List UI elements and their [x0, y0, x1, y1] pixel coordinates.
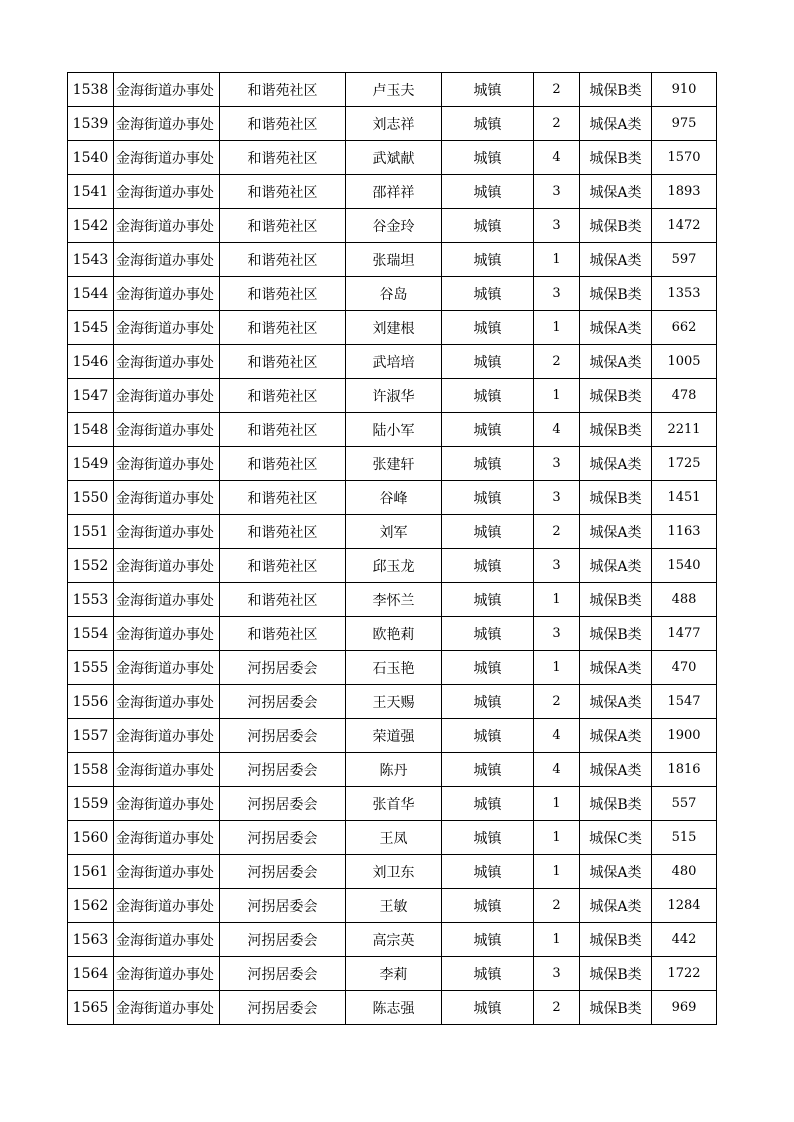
table-row: [68, 855, 717, 889]
community-cell: 和谐苑社区: [220, 345, 346, 379]
table-row: [68, 481, 717, 515]
table-row: [68, 447, 717, 481]
category-cell: 城保B类: [580, 957, 652, 991]
category-cell: 城保B类: [580, 379, 652, 413]
category-cell: 城保B类: [580, 991, 652, 1025]
member-count-cell: 1: [534, 923, 580, 957]
office-cell: 金海街道办事处: [114, 821, 220, 855]
member-count-cell: 1: [534, 243, 580, 277]
household-type-cell: 城镇: [442, 311, 534, 345]
category-cell: 城保A类: [580, 855, 652, 889]
office-cell: 金海街道办事处: [114, 209, 220, 243]
category-cell: 城保B类: [580, 787, 652, 821]
office-cell: 金海街道办事处: [114, 447, 220, 481]
category-cell: 城保A类: [580, 447, 652, 481]
row-number-cell: 1542: [68, 209, 114, 243]
community-cell: 河拐居委会: [220, 719, 346, 753]
household-type-cell: 城镇: [442, 447, 534, 481]
office-cell: 金海街道办事处: [114, 991, 220, 1025]
amount-cell: 442: [652, 923, 717, 957]
table-row: [68, 413, 717, 447]
member-count-cell: 3: [534, 175, 580, 209]
table-row: [68, 753, 717, 787]
community-cell: 河拐居委会: [220, 957, 346, 991]
member-count-cell: 4: [534, 141, 580, 175]
household-type-cell: 城镇: [442, 243, 534, 277]
name-cell: 张建轩: [346, 447, 442, 481]
category-cell: 城保A类: [580, 345, 652, 379]
row-number-cell: 1554: [68, 617, 114, 651]
amount-cell: 910: [652, 73, 717, 107]
member-count-cell: 1: [534, 311, 580, 345]
category-cell: 城保B类: [580, 73, 652, 107]
row-number-cell: 1550: [68, 481, 114, 515]
amount-cell: 597: [652, 243, 717, 277]
amount-cell: 470: [652, 651, 717, 685]
amount-cell: 557: [652, 787, 717, 821]
community-cell: 和谐苑社区: [220, 549, 346, 583]
member-count-cell: 3: [534, 447, 580, 481]
category-cell: 城保A类: [580, 719, 652, 753]
member-count-cell: 2: [534, 515, 580, 549]
name-cell: 武斌献: [346, 141, 442, 175]
amount-cell: 975: [652, 107, 717, 141]
office-cell: 金海街道办事处: [114, 345, 220, 379]
community-cell: 河拐居委会: [220, 855, 346, 889]
community-cell: 河拐居委会: [220, 889, 346, 923]
office-cell: 金海街道办事处: [114, 73, 220, 107]
table-row: [68, 991, 717, 1025]
community-cell: 和谐苑社区: [220, 583, 346, 617]
household-type-cell: 城镇: [442, 345, 534, 379]
household-type-cell: 城镇: [442, 651, 534, 685]
table-row: [68, 549, 717, 583]
amount-cell: 1163: [652, 515, 717, 549]
member-count-cell: 3: [534, 277, 580, 311]
row-number-cell: 1545: [68, 311, 114, 345]
amount-cell: 1722: [652, 957, 717, 991]
office-cell: 金海街道办事处: [114, 175, 220, 209]
row-number-cell: 1561: [68, 855, 114, 889]
category-cell: 城保A类: [580, 243, 652, 277]
community-cell: 河拐居委会: [220, 787, 346, 821]
amount-cell: 1353: [652, 277, 717, 311]
office-cell: 金海街道办事处: [114, 515, 220, 549]
household-type-cell: 城镇: [442, 379, 534, 413]
household-type-cell: 城镇: [442, 277, 534, 311]
table-row: [68, 651, 717, 685]
office-cell: 金海街道办事处: [114, 617, 220, 651]
member-count-cell: 1: [534, 379, 580, 413]
household-type-cell: 城镇: [442, 413, 534, 447]
table-row: [68, 957, 717, 991]
name-cell: 刘志祥: [346, 107, 442, 141]
name-cell: 欧艳莉: [346, 617, 442, 651]
member-count-cell: 2: [534, 991, 580, 1025]
amount-cell: 1547: [652, 685, 717, 719]
amount-cell: 515: [652, 821, 717, 855]
row-number-cell: 1547: [68, 379, 114, 413]
community-cell: 和谐苑社区: [220, 379, 346, 413]
table-row: [68, 685, 717, 719]
name-cell: 李莉: [346, 957, 442, 991]
amount-cell: 662: [652, 311, 717, 345]
table-row: [68, 821, 717, 855]
community-cell: 河拐居委会: [220, 651, 346, 685]
office-cell: 金海街道办事处: [114, 685, 220, 719]
household-type-cell: 城镇: [442, 583, 534, 617]
table-row: [68, 719, 717, 753]
amount-cell: 480: [652, 855, 717, 889]
row-number-cell: 1555: [68, 651, 114, 685]
category-cell: 城保A类: [580, 107, 652, 141]
member-count-cell: 2: [534, 685, 580, 719]
name-cell: 刘建根: [346, 311, 442, 345]
table-row: [68, 787, 717, 821]
name-cell: 许淑华: [346, 379, 442, 413]
community-cell: 和谐苑社区: [220, 481, 346, 515]
row-number-cell: 1543: [68, 243, 114, 277]
amount-cell: 1472: [652, 209, 717, 243]
category-cell: 城保A类: [580, 549, 652, 583]
office-cell: 金海街道办事处: [114, 311, 220, 345]
household-type-cell: 城镇: [442, 515, 534, 549]
table-row: [68, 277, 717, 311]
member-count-cell: 2: [534, 345, 580, 379]
office-cell: 金海街道办事处: [114, 889, 220, 923]
amount-cell: 478: [652, 379, 717, 413]
row-number-cell: 1563: [68, 923, 114, 957]
household-type-cell: 城镇: [442, 889, 534, 923]
table-row: [68, 73, 717, 107]
member-count-cell: 4: [534, 413, 580, 447]
office-cell: 金海街道办事处: [114, 651, 220, 685]
office-cell: 金海街道办事处: [114, 787, 220, 821]
community-cell: 和谐苑社区: [220, 107, 346, 141]
table-row: [68, 175, 717, 209]
amount-cell: 1816: [652, 753, 717, 787]
amount-cell: 1893: [652, 175, 717, 209]
member-count-cell: 4: [534, 719, 580, 753]
row-number-cell: 1553: [68, 583, 114, 617]
member-count-cell: 4: [534, 753, 580, 787]
name-cell: 王敏: [346, 889, 442, 923]
table-row: [68, 107, 717, 141]
table-row: [68, 345, 717, 379]
member-count-cell: 2: [534, 107, 580, 141]
category-cell: 城保A类: [580, 311, 652, 345]
office-cell: 金海街道办事处: [114, 583, 220, 617]
table-body: [68, 73, 717, 1025]
name-cell: 谷岛: [346, 277, 442, 311]
table-row: [68, 243, 717, 277]
category-cell: 城保A类: [580, 515, 652, 549]
member-count-cell: 3: [534, 209, 580, 243]
household-type-cell: 城镇: [442, 685, 534, 719]
name-cell: 陈志强: [346, 991, 442, 1025]
household-type-cell: 城镇: [442, 141, 534, 175]
community-cell: 河拐居委会: [220, 923, 346, 957]
household-type-cell: 城镇: [442, 549, 534, 583]
category-cell: 城保B类: [580, 481, 652, 515]
table-row: [68, 515, 717, 549]
office-cell: 金海街道办事处: [114, 141, 220, 175]
table-row: [68, 379, 717, 413]
row-number-cell: 1546: [68, 345, 114, 379]
row-number-cell: 1548: [68, 413, 114, 447]
member-count-cell: 1: [534, 787, 580, 821]
row-number-cell: 1551: [68, 515, 114, 549]
member-count-cell: 1: [534, 651, 580, 685]
community-cell: 河拐居委会: [220, 991, 346, 1025]
name-cell: 卢玉夫: [346, 73, 442, 107]
amount-cell: 1725: [652, 447, 717, 481]
name-cell: 王天赐: [346, 685, 442, 719]
table-row: [68, 209, 717, 243]
household-type-cell: 城镇: [442, 175, 534, 209]
row-number-cell: 1562: [68, 889, 114, 923]
community-cell: 和谐苑社区: [220, 175, 346, 209]
records-table: [67, 72, 717, 1025]
name-cell: 王凤: [346, 821, 442, 855]
household-type-cell: 城镇: [442, 923, 534, 957]
community-cell: 和谐苑社区: [220, 73, 346, 107]
row-number-cell: 1564: [68, 957, 114, 991]
row-number-cell: 1556: [68, 685, 114, 719]
category-cell: 城保A类: [580, 753, 652, 787]
amount-cell: 1477: [652, 617, 717, 651]
member-count-cell: 2: [534, 889, 580, 923]
category-cell: 城保C类: [580, 821, 652, 855]
household-type-cell: 城镇: [442, 107, 534, 141]
category-cell: 城保A类: [580, 651, 652, 685]
community-cell: 和谐苑社区: [220, 243, 346, 277]
amount-cell: 1570: [652, 141, 717, 175]
row-number-cell: 1538: [68, 73, 114, 107]
household-type-cell: 城镇: [442, 209, 534, 243]
name-cell: 荣道强: [346, 719, 442, 753]
category-cell: 城保B类: [580, 413, 652, 447]
row-number-cell: 1544: [68, 277, 114, 311]
member-count-cell: 1: [534, 821, 580, 855]
community-cell: 和谐苑社区: [220, 447, 346, 481]
member-count-cell: 3: [534, 957, 580, 991]
community-cell: 和谐苑社区: [220, 311, 346, 345]
row-number-cell: 1558: [68, 753, 114, 787]
community-cell: 和谐苑社区: [220, 209, 346, 243]
amount-cell: 1900: [652, 719, 717, 753]
name-cell: 李怀兰: [346, 583, 442, 617]
office-cell: 金海街道办事处: [114, 243, 220, 277]
community-cell: 和谐苑社区: [220, 413, 346, 447]
amount-cell: 969: [652, 991, 717, 1025]
household-type-cell: 城镇: [442, 753, 534, 787]
community-cell: 和谐苑社区: [220, 617, 346, 651]
name-cell: 谷金玲: [346, 209, 442, 243]
name-cell: 张首华: [346, 787, 442, 821]
household-type-cell: 城镇: [442, 821, 534, 855]
category-cell: 城保B类: [580, 617, 652, 651]
office-cell: 金海街道办事处: [114, 379, 220, 413]
amount-cell: 1451: [652, 481, 717, 515]
category-cell: 城保A类: [580, 889, 652, 923]
name-cell: 张瑞坦: [346, 243, 442, 277]
row-number-cell: 1560: [68, 821, 114, 855]
category-cell: 城保B类: [580, 583, 652, 617]
office-cell: 金海街道办事处: [114, 277, 220, 311]
row-number-cell: 1559: [68, 787, 114, 821]
office-cell: 金海街道办事处: [114, 719, 220, 753]
name-cell: 石玉艳: [346, 651, 442, 685]
table-row: [68, 583, 717, 617]
member-count-cell: 3: [534, 481, 580, 515]
household-type-cell: 城镇: [442, 73, 534, 107]
category-cell: 城保B类: [580, 277, 652, 311]
household-type-cell: 城镇: [442, 617, 534, 651]
row-number-cell: 1540: [68, 141, 114, 175]
name-cell: 刘卫东: [346, 855, 442, 889]
row-number-cell: 1565: [68, 991, 114, 1025]
name-cell: 谷峰: [346, 481, 442, 515]
category-cell: 城保A类: [580, 685, 652, 719]
office-cell: 金海街道办事处: [114, 481, 220, 515]
office-cell: 金海街道办事处: [114, 413, 220, 447]
table-row: [68, 141, 717, 175]
office-cell: 金海街道办事处: [114, 107, 220, 141]
name-cell: 高宗英: [346, 923, 442, 957]
office-cell: 金海街道办事处: [114, 957, 220, 991]
table-row: [68, 617, 717, 651]
row-number-cell: 1552: [68, 549, 114, 583]
office-cell: 金海街道办事处: [114, 855, 220, 889]
name-cell: 陈丹: [346, 753, 442, 787]
category-cell: 城保B类: [580, 923, 652, 957]
household-type-cell: 城镇: [442, 787, 534, 821]
name-cell: 邵祥祥: [346, 175, 442, 209]
amount-cell: 1540: [652, 549, 717, 583]
community-cell: 河拐居委会: [220, 821, 346, 855]
office-cell: 金海街道办事处: [114, 923, 220, 957]
name-cell: 邱玉龙: [346, 549, 442, 583]
amount-cell: 2211: [652, 413, 717, 447]
household-type-cell: 城镇: [442, 481, 534, 515]
household-type-cell: 城镇: [442, 719, 534, 753]
household-type-cell: 城镇: [442, 855, 534, 889]
member-count-cell: 3: [534, 549, 580, 583]
row-number-cell: 1539: [68, 107, 114, 141]
member-count-cell: 2: [534, 73, 580, 107]
row-number-cell: 1557: [68, 719, 114, 753]
community-cell: 和谐苑社区: [220, 141, 346, 175]
category-cell: 城保B类: [580, 141, 652, 175]
community-cell: 河拐居委会: [220, 753, 346, 787]
amount-cell: 1284: [652, 889, 717, 923]
community-cell: 和谐苑社区: [220, 277, 346, 311]
member-count-cell: 1: [534, 583, 580, 617]
name-cell: 武培培: [346, 345, 442, 379]
row-number-cell: 1541: [68, 175, 114, 209]
household-type-cell: 城镇: [442, 991, 534, 1025]
table-row: [68, 923, 717, 957]
community-cell: 河拐居委会: [220, 685, 346, 719]
table-row: [68, 889, 717, 923]
office-cell: 金海街道办事处: [114, 549, 220, 583]
member-count-cell: 3: [534, 617, 580, 651]
row-number-cell: 1549: [68, 447, 114, 481]
table-row: [68, 311, 717, 345]
member-count-cell: 1: [534, 855, 580, 889]
name-cell: 陆小军: [346, 413, 442, 447]
household-type-cell: 城镇: [442, 957, 534, 991]
amount-cell: 488: [652, 583, 717, 617]
amount-cell: 1005: [652, 345, 717, 379]
category-cell: 城保B类: [580, 209, 652, 243]
community-cell: 和谐苑社区: [220, 515, 346, 549]
category-cell: 城保A类: [580, 175, 652, 209]
office-cell: 金海街道办事处: [114, 753, 220, 787]
name-cell: 刘军: [346, 515, 442, 549]
